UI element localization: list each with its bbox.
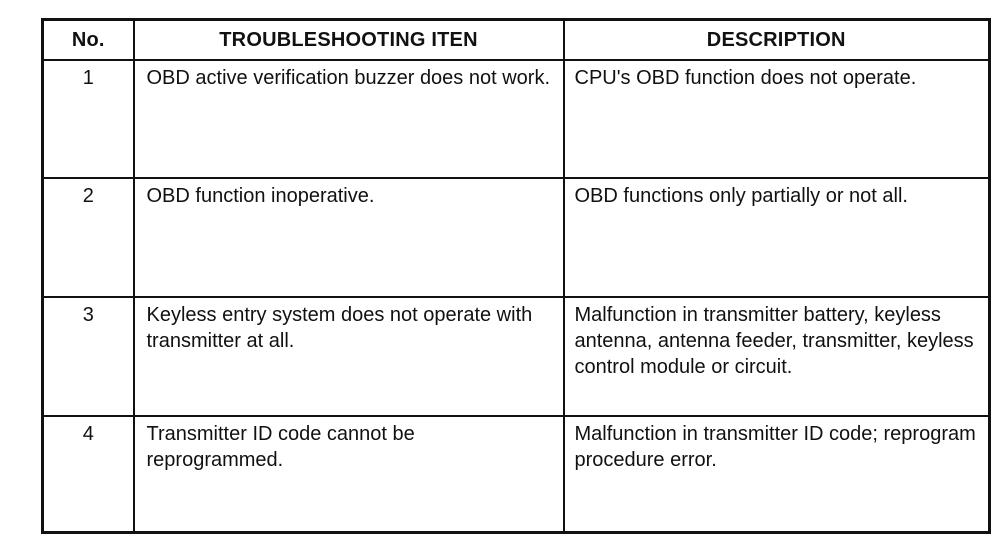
- row-number: 1: [43, 60, 134, 178]
- header-no: No.: [43, 20, 134, 61]
- row-number: 4: [43, 416, 134, 533]
- troubleshooting-item: Transmitter ID code cannot be reprogrammed.: [134, 416, 564, 533]
- item-description: OBD functions only partially or not all.: [564, 178, 990, 297]
- table-row: [43, 297, 990, 416]
- header-row: [43, 20, 990, 61]
- row-number: 2: [43, 178, 134, 297]
- header-troubleshooting-item: TROUBLESHOOTING ITEN: [134, 20, 564, 61]
- table-header: [43, 20, 990, 61]
- row-number: 3: [43, 297, 134, 416]
- troubleshooting-item: Keyless entry system does not operate with transmitter at all.: [134, 297, 564, 416]
- table-row: [43, 178, 990, 297]
- header-description: DESCRIPTION: [564, 20, 990, 61]
- item-description: Malfunction in transmitter battery, keyless antenna, antenna feeder, transmitter, keyless control module or circuit.: [564, 297, 990, 416]
- item-description: Malfunction in transmitter ID code; reprogram procedure error.: [564, 416, 990, 533]
- troubleshooting-table: [41, 18, 991, 534]
- item-description: CPU's OBD function does not operate.: [564, 60, 990, 178]
- table-row: [43, 60, 990, 178]
- troubleshooting-item: OBD function inoperative.: [134, 178, 564, 297]
- table-body: [43, 60, 990, 533]
- table-row: [43, 416, 990, 533]
- troubleshooting-item: OBD active verification buzzer does not work.: [134, 60, 564, 178]
